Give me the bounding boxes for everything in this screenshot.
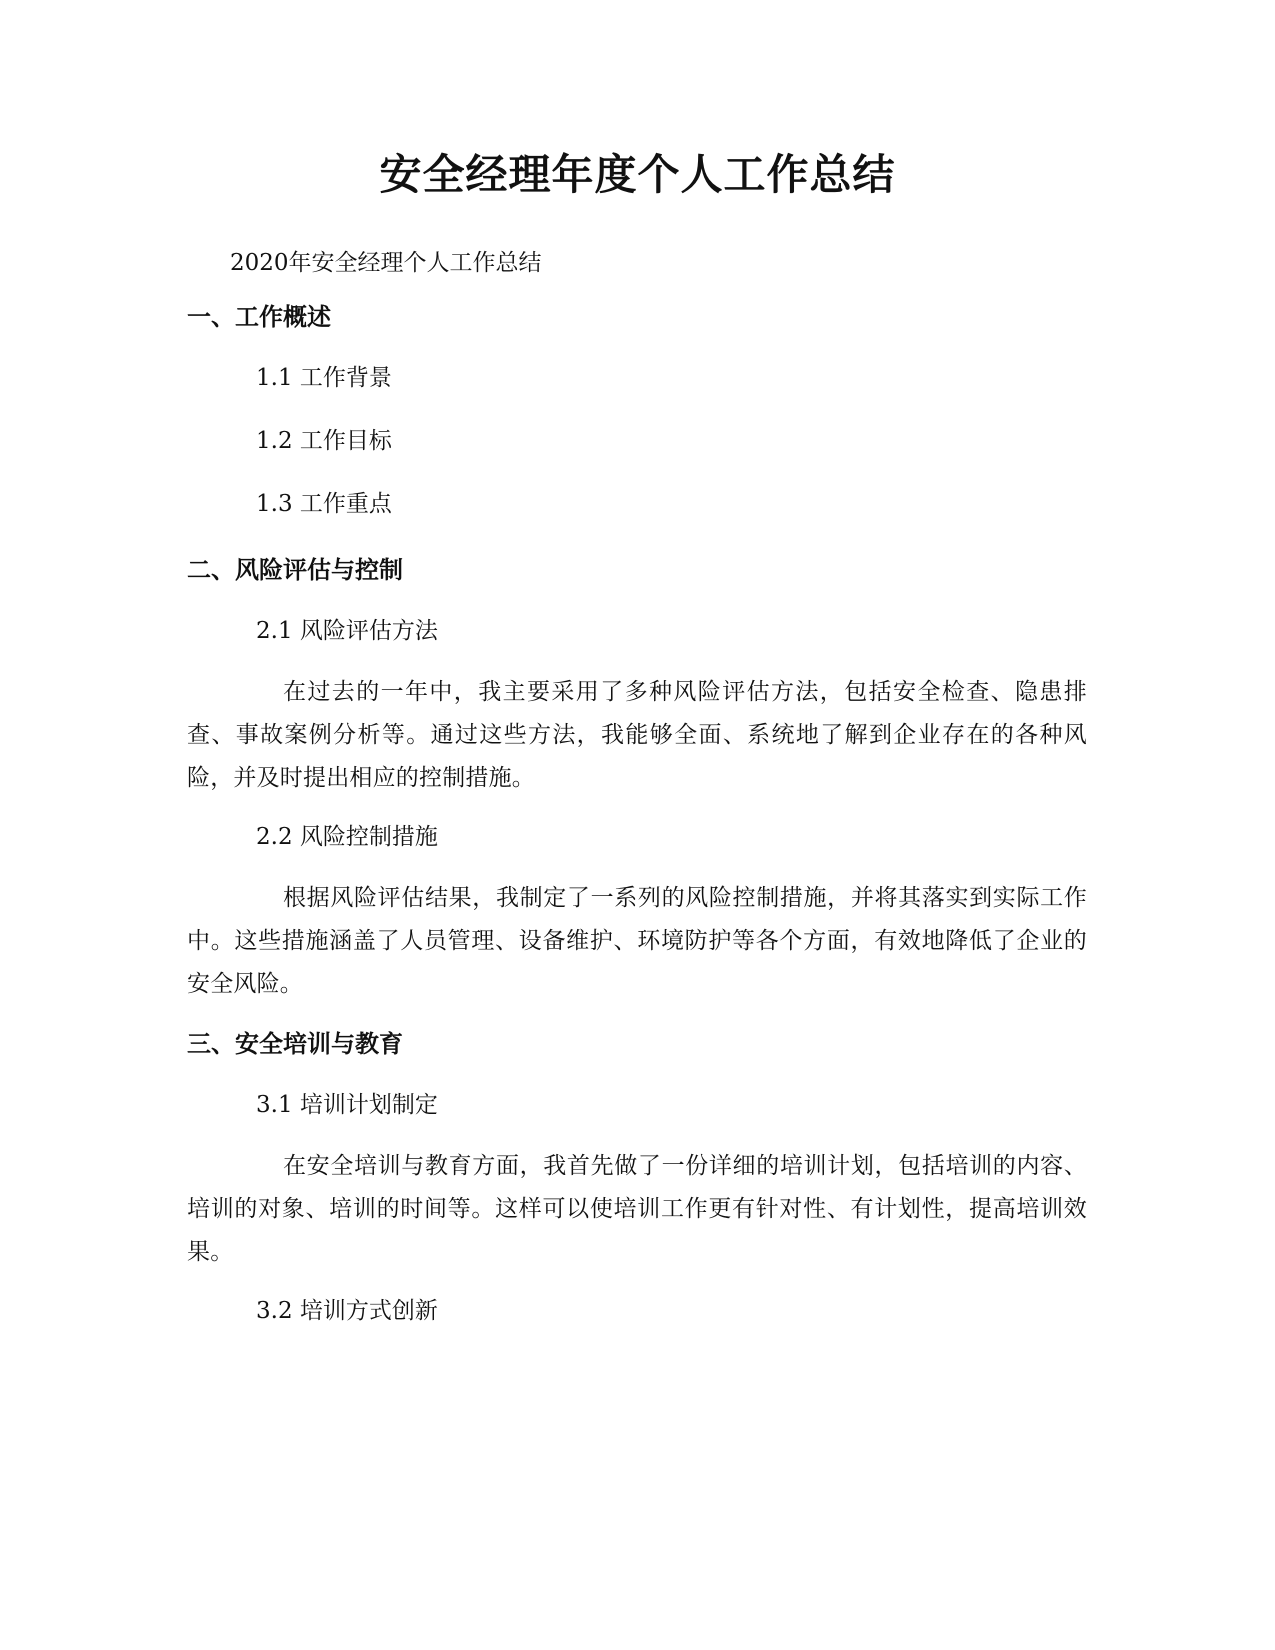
document-subtitle: 2020年安全经理个人工作总结 — [230, 250, 542, 276]
paragraph-risk-assessment: 在过去的一年中，我主要采用了多种风险评估方法，包括安全检查、隐患排查、事故案例分析等。通过这些方法，我能够全面、系统地了解到企业存在的各种风险，并及时提出相应的控制措施。 — [187, 679, 1087, 791]
subsection-heading-1-3: 1.3 工作重点 — [256, 491, 392, 517]
subsection-heading-3-2: 3.2 培训方式创新 — [256, 1298, 438, 1324]
paragraph-training-plan: 在安全培训与教育方面，我首先做了一份详细的培训计划，包括培训的内容、培训的对象、培训的时间等。这样可以使培训工作更有针对性、有计划性，提高培训效果。 — [187, 1153, 1087, 1265]
document-title: 安全经理年度个人工作总结 — [379, 150, 896, 199]
subsection-heading-2-1: 2.1 风险评估方法 — [256, 618, 438, 644]
subsection-heading-3-1: 3.1 培训计划制定 — [256, 1092, 438, 1118]
subsection-heading-1-2: 1.2 工作目标 — [256, 428, 392, 454]
section-heading-overview: 一、工作概述 — [187, 303, 331, 331]
paragraph-risk-control: 根据风险评估结果，我制定了一系列的风险控制措施，并将其落实到实际工作中。这些措施涵盖了人员管理、设备维护、环境防护等各个方面，有效地降低了企业的安全风险。 — [187, 885, 1087, 997]
subsection-heading-1-1: 1.1 工作背景 — [256, 365, 392, 391]
section-heading-training: 三、安全培训与教育 — [187, 1030, 403, 1058]
section-heading-risk: 二、风险评估与控制 — [187, 556, 403, 584]
subsection-heading-2-2: 2.2 风险控制措施 — [256, 824, 438, 850]
